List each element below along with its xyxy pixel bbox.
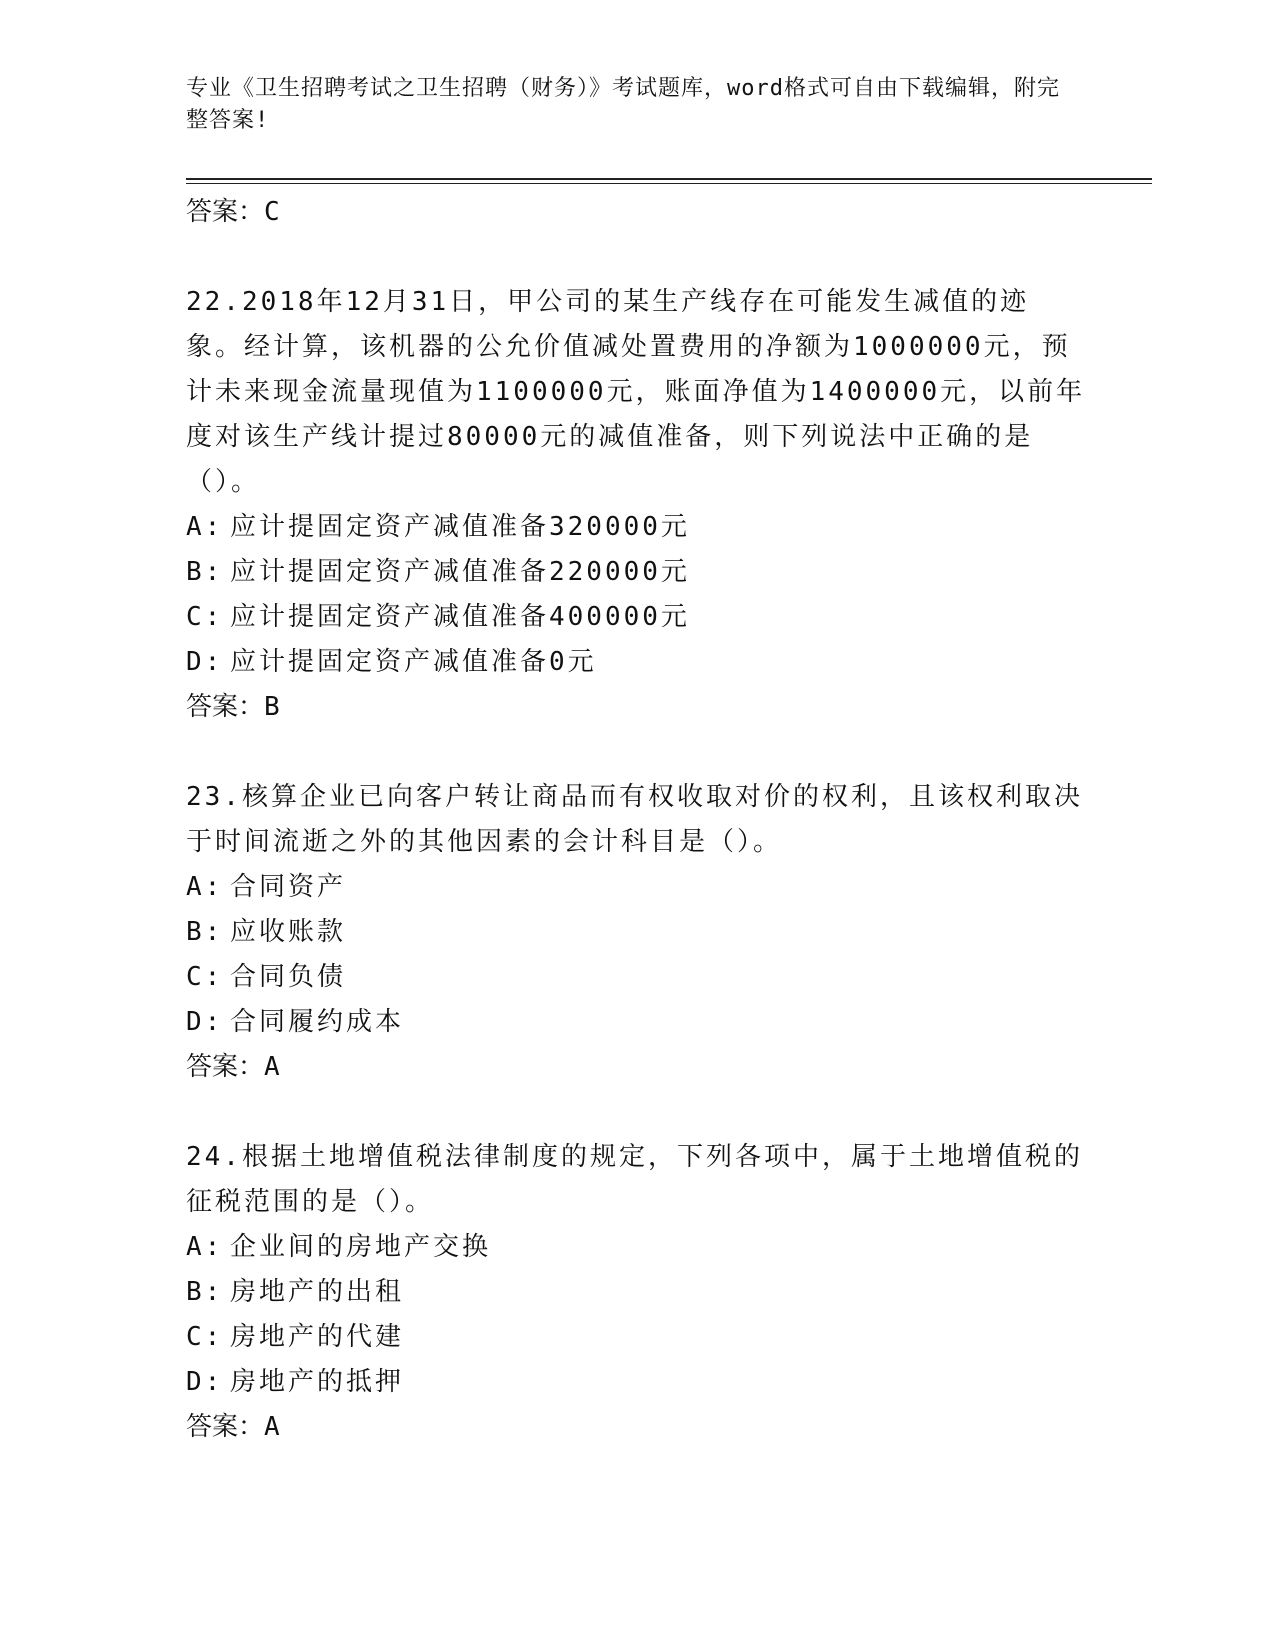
option-b [186, 910, 1086, 955]
option-a [186, 1225, 1086, 1270]
question-list [186, 190, 1086, 1449]
option-d [186, 1360, 1086, 1405]
option-text: 合同资产 [230, 872, 347, 902]
option-letter: C: [186, 962, 224, 992]
answer-label: 答案： [186, 197, 265, 227]
header-divider-thick [186, 178, 1152, 180]
option-letter: C: [186, 1322, 224, 1352]
answer-label: 答案： [186, 1412, 265, 1442]
option-b [186, 550, 1086, 595]
option-c [186, 1315, 1086, 1360]
option-letter: D: [186, 1007, 224, 1037]
option-c [186, 595, 1086, 640]
option-letter: A: [186, 872, 224, 902]
answer-value: A [264, 1052, 280, 1082]
option-text: 企业间的房地产交换 [230, 1232, 492, 1262]
option-letter: A: [186, 512, 224, 542]
option-a [186, 505, 1086, 550]
answer-value: A [264, 1412, 280, 1442]
option-text: 合同履约成本 [230, 1007, 405, 1037]
question-24 [186, 1135, 1086, 1449]
question-answer [186, 1405, 1086, 1449]
option-b [186, 1270, 1086, 1315]
question-23 [186, 775, 1086, 1089]
option-letter: B: [186, 1277, 224, 1307]
option-text: 应计提固定资产减值准备400000元 [230, 602, 690, 632]
question-stem: 22.2018年12月31日，甲公司的某生产线存在可能发生减值的迹象。经计算，该机器的公允价值减处置费用的净额为1000000元，预计未来现金流量现值为1100000元，账面净值为1400000元，以前年度对该生产线计提过80000元的减值准备，则下列说法中正确的是（）。 [186, 287, 1086, 497]
question-answer [186, 1045, 1086, 1089]
answer-value: B [264, 692, 280, 722]
question-stem: 23.核算企业已向客户转让商品而有权收取对价的权利，且该权利取决于时间流逝之外的其他因素的会计科目是（）。 [186, 782, 1083, 857]
option-d [186, 1000, 1086, 1045]
question-answer [186, 685, 1086, 729]
option-text: 房地产的代建 [230, 1322, 405, 1352]
header-divider-thin [186, 183, 1152, 184]
option-letter: C: [186, 602, 224, 632]
option-a [186, 865, 1086, 910]
answer-value: C [264, 197, 280, 227]
option-text: 应计提固定资产减值准备320000元 [230, 512, 690, 542]
option-letter: B: [186, 917, 224, 947]
option-letter: B: [186, 557, 224, 587]
option-letter: D: [186, 647, 224, 677]
option-text: 合同负债 [230, 962, 347, 992]
question-22 [186, 280, 1086, 729]
option-text: 应计提固定资产减值准备220000元 [230, 557, 690, 587]
option-text: 应计提固定资产减值准备0元 [230, 647, 597, 677]
option-letter: D: [186, 1367, 224, 1397]
option-d [186, 640, 1086, 685]
header-text: 专业《卫生招聘考试之卫生招聘（财务）》考试题库，word格式可自由下载编辑，附完整答案! [186, 76, 1060, 133]
option-c [186, 955, 1086, 1000]
option-letter: A: [186, 1232, 224, 1262]
question-stem: 24.根据土地增值税法律制度的规定，下列各项中，属于土地增值税的征税范围的是（）。 [186, 1142, 1083, 1217]
previous-answer [186, 190, 1086, 234]
option-text: 房地产的出租 [230, 1277, 405, 1307]
page-header [186, 73, 1066, 137]
option-text: 房地产的抵押 [230, 1367, 405, 1397]
option-text: 应收账款 [230, 917, 347, 947]
answer-label: 答案： [186, 692, 265, 722]
answer-label: 答案： [186, 1052, 265, 1082]
